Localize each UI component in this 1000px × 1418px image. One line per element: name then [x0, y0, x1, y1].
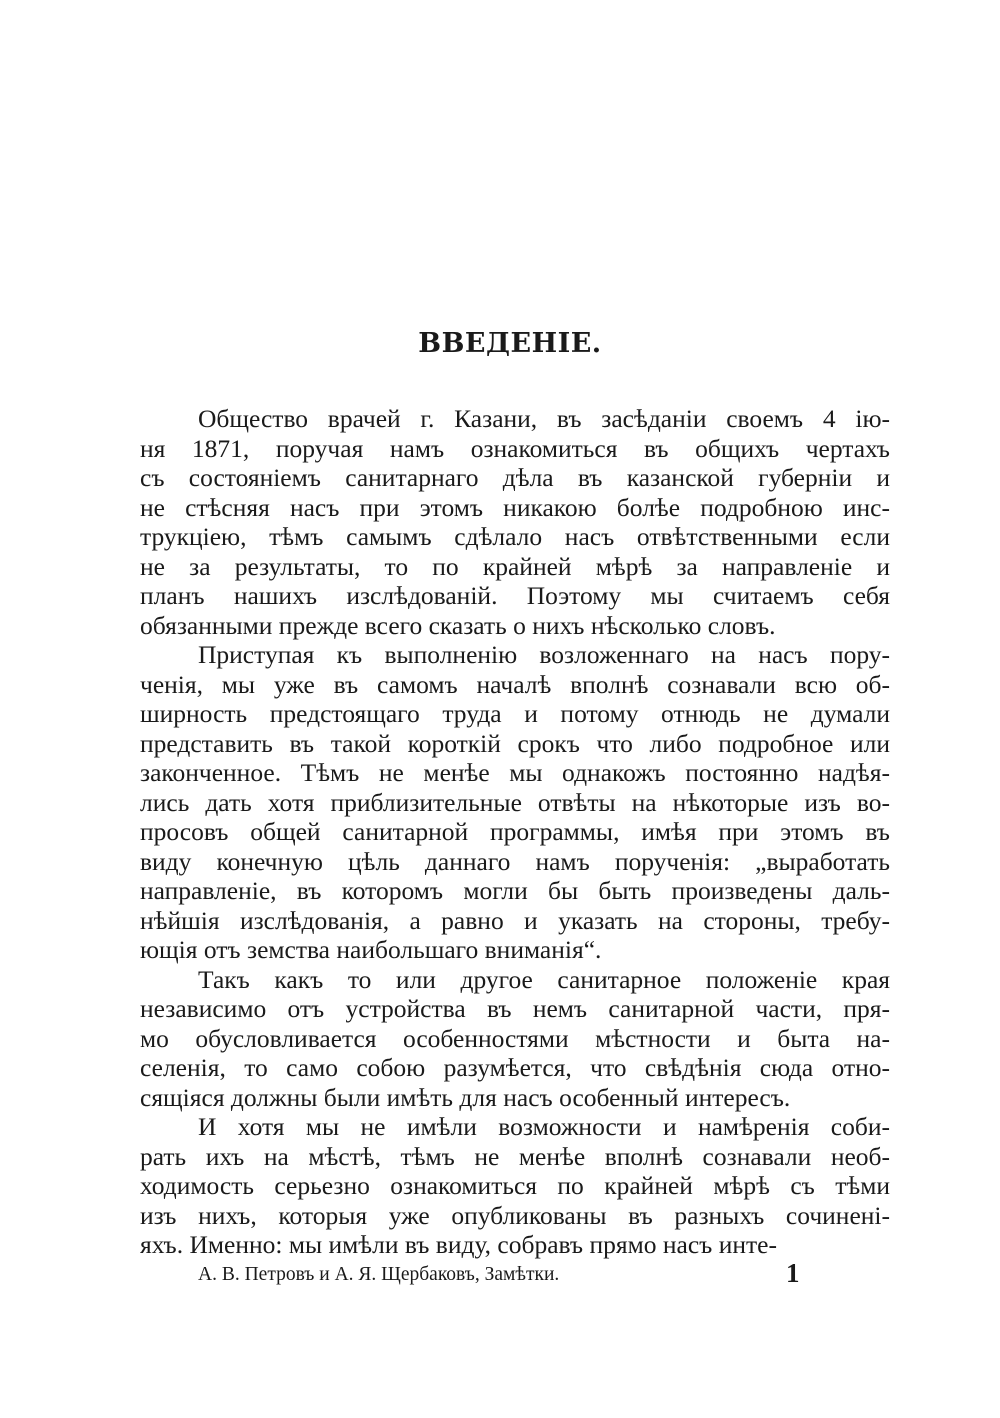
text-line: не за результаты, то по крайней мѣрѣ за направленіе и — [140, 551, 890, 581]
body-text — [140, 404, 890, 1260]
text-line: обязанными прежде всего сказать о нихъ нѣсколько словъ. — [140, 610, 776, 640]
text-line: съ состояніемъ санитарнаго дѣла въ казанской губерніи и — [140, 463, 890, 492]
text-line: просовъ общей санитарной программы, имѣя при этомъ въ — [140, 817, 890, 846]
text-line: изъ нихъ, которыя уже опубликованы въ разныхъ сочиненi- — [140, 1200, 890, 1230]
text-line: селенія, то само собою разумѣется, что свѣдѣнія сюда отно- — [140, 1053, 890, 1082]
page-number: 1 — [786, 1258, 800, 1288]
text-line: ширность предстоящаго труда и потому отнюдь не думали — [140, 699, 890, 728]
page-title: ВВЕДЕНІЕ. — [418, 328, 602, 359]
text-line: ня 1871, поручая намъ ознакомиться въ общихъ чертахъ — [140, 433, 890, 463]
text-line: ченія, мы уже въ самомъ началѣ вполнѣ сознавали всю об- — [140, 669, 890, 699]
text-line: сящіяся должны были имѣть для насъ особенный интересъ. — [140, 1082, 791, 1112]
text-line: нѣйшія изслѣдованія, а равно и указать на стороны, требу- — [140, 905, 890, 935]
text-line: Приступая къ выполненію возложеннаго на насъ пору- — [198, 640, 890, 669]
text-line: трукціею, тѣмъ самымъ сдѣлало насъ отвѣтственными если — [140, 522, 890, 551]
text-line: направленіе, въ которомъ могли бы быть произведены даль- — [140, 876, 890, 905]
text-line: виду конечную цѣль даннаго намъ порученія: „выработать — [140, 846, 890, 876]
text-line: не стѣсняя насъ при этомъ никакою болѣе подробною инс- — [140, 492, 890, 522]
text-line: законченное. Тѣмъ не менѣе мы однакожъ постоянно надѣя- — [140, 758, 890, 787]
text-line: Такъ какъ то или другое санитарное положеніе края — [198, 964, 890, 994]
text-line: мо обусловливается особенностями мѣстности и быта на- — [140, 1023, 890, 1053]
text-line: планъ нашихъ изслѣдованій. Поэтому мы считаемъ себя — [140, 581, 890, 610]
text-line: И хотя мы не имѣли возможности и намѣренія соби- — [198, 1112, 890, 1141]
text-line: представить въ такой короткій срокъ что либо подробное или — [140, 728, 890, 758]
text-line: рать ихъ на мѣстѣ, тѣмъ не менѣе вполнѣ сознавали необ- — [140, 1141, 890, 1171]
text-line: Общество врачей г. Казани, въ засѣданіи своемъ 4 ію- — [198, 404, 890, 433]
footer-signature: А. В. Петровъ и А. Я. Щербаковъ, Замѣтки. — [198, 1264, 560, 1285]
text-line: яхъ. Именно: мы имѣли въ виду, собравъ прямо насъ инте- — [140, 1230, 777, 1259]
text-line: независимо отъ устройства въ немъ санитарной части, пря- — [140, 994, 890, 1023]
text-line: лись дать хотя приблизительные отвѣты на нѣкоторые изъ во- — [140, 787, 890, 817]
text-line: ющія отъ земства наибольшаго вниманія“. — [140, 935, 602, 964]
text-line: ходимость серьезно ознакомиться по крайней мѣрѣ съ тѣми — [140, 1171, 890, 1200]
